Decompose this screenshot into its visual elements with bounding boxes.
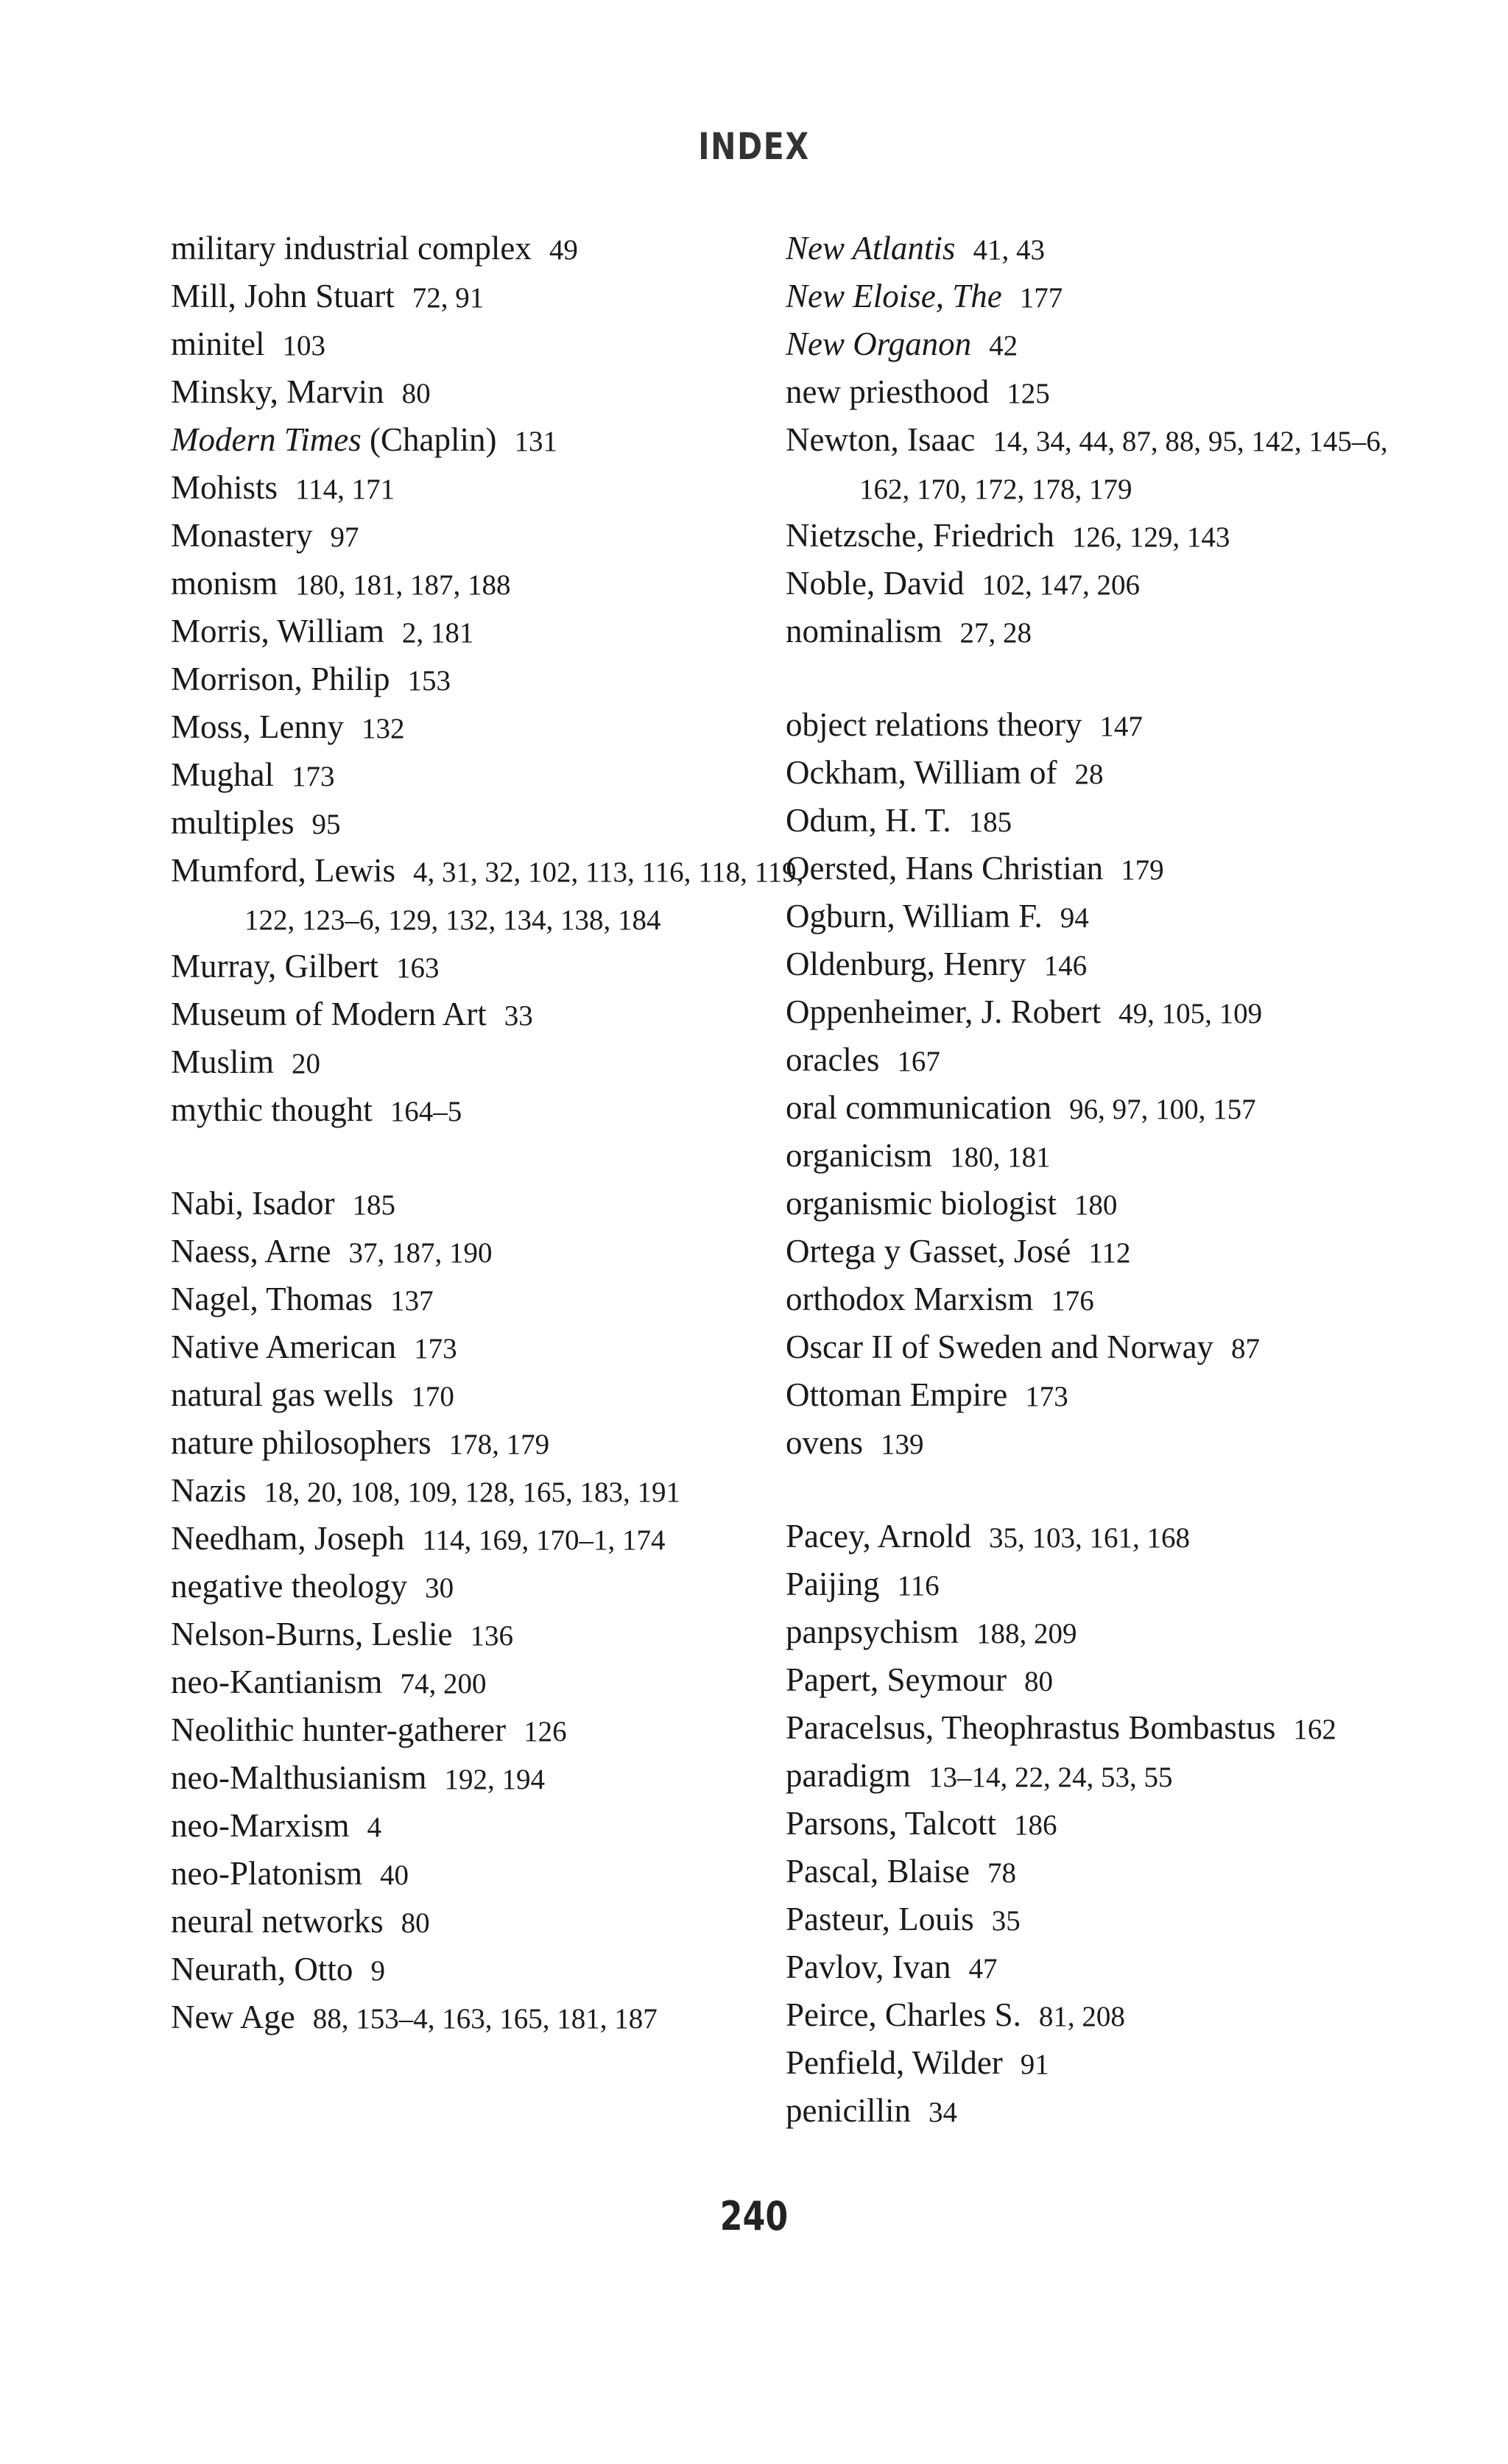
index-page-refs: 177 [1019, 282, 1063, 314]
index-term: Pavlov, Ivan [786, 1949, 951, 1985]
index-page-refs: 102, 147, 206 [982, 569, 1140, 601]
index-entry [171, 1087, 804, 1135]
index-term: Morris, William [171, 613, 384, 650]
index-page-refs: 27, 28 [959, 617, 1032, 649]
index-page-refs: 180, 181 [950, 1141, 1051, 1173]
index-term: paradigm [786, 1757, 911, 1794]
index-term: monism [171, 565, 278, 602]
index-term: minitel [171, 325, 265, 362]
index-term: Pascal, Blaise [786, 1853, 970, 1890]
index-term: Ortega y Gasset, José [786, 1233, 1071, 1270]
index-term: Oersted, Hans Christian [786, 850, 1104, 887]
index-page-refs: 162 [1293, 1714, 1336, 1745]
index-entry [786, 750, 1419, 798]
index-entry [171, 1372, 804, 1420]
index-term: Oppenheimer, J. Robert [786, 993, 1102, 1030]
letter-group-gap [171, 1135, 804, 1180]
index-page-refs: 87 [1231, 1333, 1261, 1365]
index-entry [786, 513, 1419, 560]
index-entry [171, 1039, 804, 1087]
index-page-refs: 72, 91 [412, 282, 485, 314]
index-page-refs: 186 [1014, 1809, 1057, 1841]
index-page-refs: 167 [897, 1046, 940, 1077]
index-term-italic: New Atlantis [786, 230, 956, 267]
index-page-refs: 137 [390, 1285, 434, 1317]
page-number: 240 [719, 2193, 789, 2239]
index-page-refs: 81, 208 [1038, 2001, 1125, 2032]
index-entry [171, 991, 804, 1039]
index-entry [786, 1944, 1419, 1992]
index-entry [786, 321, 1419, 369]
index-entry [171, 1659, 804, 1707]
index-entry [786, 798, 1419, 845]
index-entry [171, 1468, 804, 1516]
index-entry [786, 1276, 1419, 1324]
index-entry [786, 608, 1419, 656]
index-entry [786, 369, 1419, 417]
index-page-refs: 163 [396, 952, 440, 984]
index-entry [171, 1563, 804, 1611]
index-page-refs: 170 [411, 1381, 454, 1412]
index-term: Paracelsus, Theophrastus Bombastus [786, 1709, 1276, 1746]
index-term: Paijing [786, 1566, 880, 1602]
index-term: neo-Malthusianism [171, 1759, 427, 1796]
index-entry [171, 800, 804, 848]
index-entry [171, 1851, 804, 1898]
index-page-refs: 114, 169, 170–1, 174 [422, 1524, 666, 1556]
index-entry [171, 1324, 804, 1372]
index-page-refs: 139 [881, 1429, 924, 1460]
index-page-refs: 97 [330, 521, 359, 553]
index-term: Pacey, Arnold [786, 1518, 972, 1555]
index-page-refs: 35, 103, 161, 168 [989, 1522, 1191, 1554]
index-page-refs: 18, 20, 108, 109, 128, 165, 183, 191 [264, 1476, 680, 1508]
index-entry [171, 1228, 804, 1276]
index-page-refs: 80 [401, 1907, 430, 1939]
index-page-refs: 116 [897, 1570, 940, 1602]
index-page-refs: 41, 43 [973, 234, 1045, 266]
index-term: neo-Kantianism [171, 1664, 383, 1700]
index-entry [786, 560, 1419, 608]
index-page-refs: 37, 187, 190 [348, 1237, 493, 1269]
index-term: neo-Platonism [171, 1855, 362, 1892]
index-entry [786, 1896, 1419, 1944]
index-entry [786, 702, 1419, 750]
index-term: Nelson-Burns, Leslie [171, 1616, 453, 1652]
index-page-refs: 164–5 [390, 1096, 462, 1127]
index-term: object relations theory [786, 706, 1082, 743]
index-term: mythic thought [171, 1091, 373, 1128]
index-term: Nietzsche, Friedrich [786, 517, 1054, 554]
index-term: Neurath, Otto [171, 1951, 353, 1988]
index-term: new priesthood [786, 373, 990, 410]
index-entry [171, 704, 804, 752]
index-entry [786, 1085, 1419, 1133]
index-page-refs: 94 [1060, 902, 1089, 934]
index-page-refs: 49 [549, 234, 578, 266]
index-term: Murray, Gilbert [171, 948, 378, 985]
index-page-refs: 49, 105, 109 [1118, 998, 1263, 1029]
index-page-refs: 185 [352, 1189, 395, 1221]
index-page-refs: 95 [311, 809, 341, 840]
index-term: Nazis [171, 1472, 247, 1509]
index-entry [171, 273, 804, 321]
index-entry [171, 1994, 804, 2042]
index-column-right [786, 225, 1419, 2136]
index-entry [171, 656, 804, 704]
index-entry [171, 608, 804, 656]
index-page-refs: 153 [407, 665, 451, 697]
index-page-refs: 185 [968, 806, 1012, 838]
index-term: Minsky, Marvin [171, 373, 384, 410]
index-term: nominalism [786, 613, 942, 650]
index-entry [171, 848, 804, 943]
index-entry [786, 273, 1419, 321]
index-term: Noble, David [786, 565, 965, 602]
index-page-refs: 136 [470, 1620, 513, 1652]
index-term: Morrison, Philip [171, 661, 390, 697]
index-page-refs: 74, 200 [400, 1668, 487, 1700]
index-page-refs: 173 [292, 761, 335, 792]
index-page-refs: 33 [504, 1000, 533, 1032]
index-page-refs: 103 [282, 330, 325, 362]
index-term: organismic biologist [786, 1185, 1057, 1222]
index-term: Ottoman Empire [786, 1376, 1008, 1413]
index-term: Needham, Joseph [171, 1520, 405, 1557]
index-entry [171, 369, 804, 417]
index-term: Penfield, Wilder [786, 2044, 1003, 2081]
index-page-refs: 47 [968, 1953, 998, 1985]
index-entry [786, 1801, 1419, 1848]
index-entry [171, 1420, 804, 1468]
index-term: panpsychism [786, 1613, 959, 1650]
index-entry [786, 845, 1419, 893]
index-entry [171, 1755, 804, 1803]
index-term: orthodox Marxism [786, 1281, 1034, 1317]
index-term: Naess, Arne [171, 1233, 331, 1270]
index-page-refs: 88, 153–4, 163, 165, 181, 187 [312, 2003, 658, 2035]
index-entry [786, 1705, 1419, 1753]
index-term: military industrial complex [171, 230, 532, 267]
index-page-refs: 126, 129, 143 [1071, 521, 1230, 553]
index-page-refs: 28 [1074, 758, 1104, 790]
index-term: Newton, Isaac [786, 421, 976, 458]
index-term: Ogburn, William F. [786, 898, 1043, 934]
index-term: Nagel, Thomas [171, 1281, 373, 1317]
index-term: Museum of Modern Art [171, 996, 487, 1032]
index-term: oracles [786, 1041, 880, 1078]
index-term: multiples [171, 804, 295, 841]
index-entry [171, 1946, 804, 1994]
index-term-italic: New Eloise, The [786, 278, 1002, 314]
index-page-refs: 78 [987, 1857, 1016, 1889]
index-page-refs: 188, 209 [976, 1618, 1077, 1650]
index-entry [786, 225, 1419, 273]
index-term: Oscar II of Sweden and Norway [786, 1328, 1214, 1365]
index-term: Mohists [171, 469, 278, 506]
index-term: oral communication [786, 1089, 1052, 1126]
index-entry [786, 417, 1419, 513]
index-entry [786, 1609, 1419, 1657]
index-term: nature philosophers [171, 1424, 431, 1461]
index-page-refs: 125 [1007, 378, 1050, 409]
index-entry [171, 1803, 804, 1851]
index-term: Moss, Lenny [171, 708, 344, 745]
index-term: Peirce, Charles S. [786, 1996, 1021, 2033]
index-term: Neolithic hunter-gatherer [171, 1711, 507, 1748]
index-entry [171, 1898, 804, 1946]
index-page-refs: 4, 31, 32, 102, 113, 116, 118, 119, 122, 123–6, 129, 132, 134, 138, 184 [244, 856, 804, 936]
index-page-refs: 35 [991, 1905, 1021, 1937]
index-entry [171, 560, 804, 608]
index-entry [171, 1611, 804, 1659]
index-page-refs: 179 [1121, 854, 1164, 886]
running-head: INDEX [698, 125, 810, 168]
index-page-refs: 126 [524, 1716, 567, 1747]
index-entry [171, 752, 804, 800]
index-page-refs: 180 [1074, 1189, 1118, 1221]
index-entry [171, 1707, 804, 1755]
index-term: Mughal [171, 756, 274, 793]
index-page-refs: 114, 171 [295, 474, 395, 505]
index-page-refs: 30 [425, 1572, 454, 1604]
index-page-refs: 146 [1043, 950, 1088, 982]
index-entry [171, 943, 804, 991]
index-page-refs: 96, 97, 100, 157 [1069, 1094, 1256, 1125]
index-entry [171, 225, 804, 273]
index-entry [786, 1753, 1419, 1801]
index-entry [171, 1516, 804, 1563]
index-term: Muslim [171, 1043, 275, 1080]
index-page-refs: 112 [1088, 1237, 1131, 1269]
index-page-refs: 4 [367, 1812, 381, 1843]
letter-group-gap [786, 1468, 1419, 1513]
index-entry [786, 2088, 1419, 2136]
index-page-refs: 14, 34, 44, 87, 88, 95, 142, 145–6, 162, 170, 172, 178, 179 [859, 426, 1388, 505]
index-page-refs: 13–14, 22, 24, 53, 55 [928, 1761, 1173, 1793]
index-entry [786, 941, 1419, 989]
index-entry [171, 1276, 804, 1324]
index-page-refs: 173 [1025, 1381, 1068, 1412]
index-page-refs: 180, 181, 187, 188 [295, 569, 511, 601]
index-page-refs: 40 [379, 1859, 409, 1891]
index-term: neural networks [171, 1903, 384, 1940]
index-entry [171, 1180, 804, 1228]
index-page-refs: 132 [362, 713, 405, 745]
index-entry [786, 2040, 1419, 2088]
index-page-refs: 173 [414, 1333, 457, 1365]
index-term: (Chaplin) [361, 421, 497, 458]
letter-group-gap [786, 656, 1419, 702]
index-term: penicillin [786, 2092, 911, 2129]
index-term-italic: Modern Times [171, 421, 362, 458]
index-term: Pasteur, Louis [786, 1901, 974, 1937]
index-page-refs: 9 [370, 1955, 385, 1987]
index-entry [786, 1324, 1419, 1372]
index-entry [786, 1848, 1419, 1896]
index-column-left [171, 225, 804, 2042]
index-term: organicism [786, 1137, 933, 1174]
index-entry [786, 1037, 1419, 1085]
index-term: Monastery [171, 517, 313, 554]
index-entry [786, 1561, 1419, 1609]
index-term: natural gas wells [171, 1376, 394, 1413]
index-term: ovens [786, 1424, 863, 1461]
index-entry [786, 1513, 1419, 1561]
index-term: Nabi, Isador [171, 1185, 335, 1222]
index-entry [786, 1420, 1419, 1468]
index-entry [171, 465, 804, 513]
index-page-refs: 176 [1051, 1285, 1094, 1317]
index-entry [171, 417, 804, 465]
index-term-italic: New Organon [786, 325, 972, 362]
index-term: Mumford, Lewis [171, 852, 395, 889]
index-term: Odum, H. T. [786, 802, 951, 839]
index-page-refs: 42 [989, 330, 1018, 362]
index-entry [171, 321, 804, 369]
index-term: negative theology [171, 1568, 408, 1605]
index-term: Ockham, William of [786, 754, 1057, 791]
index-entry [786, 1228, 1419, 1276]
index-term: New Age [171, 1999, 295, 2035]
index-term: Native American [171, 1328, 397, 1365]
index-page-refs: 20 [292, 1048, 321, 1080]
index-page-refs: 192, 194 [444, 1764, 545, 1795]
index-entry [786, 1372, 1419, 1420]
index-term: Mill, John Stuart [171, 278, 395, 314]
index-entry [786, 1133, 1419, 1180]
index-entry [786, 1180, 1419, 1228]
index-page-refs: 80 [1023, 1666, 1053, 1697]
index-page-refs: 91 [1020, 2049, 1049, 2080]
index-entry [786, 893, 1419, 941]
index-term: Papert, Seymour [786, 1661, 1007, 1698]
index-page-refs: 147 [1099, 711, 1143, 742]
index-term: neo-Marxism [171, 1807, 350, 1844]
index-page-refs: 34 [928, 2097, 957, 2128]
index-entry [786, 1657, 1419, 1705]
index-page-refs: 2, 181 [401, 617, 474, 649]
index-page-refs: 80 [401, 378, 431, 409]
index-entry [171, 513, 804, 560]
index-term: Parsons, Talcott [786, 1805, 996, 1842]
index-term: Oldenburg, Henry [786, 946, 1026, 982]
index-page-refs: 131 [514, 426, 557, 457]
index-entry [786, 989, 1419, 1037]
index-page-refs: 178, 179 [448, 1429, 550, 1460]
index-entry [786, 1992, 1419, 2040]
